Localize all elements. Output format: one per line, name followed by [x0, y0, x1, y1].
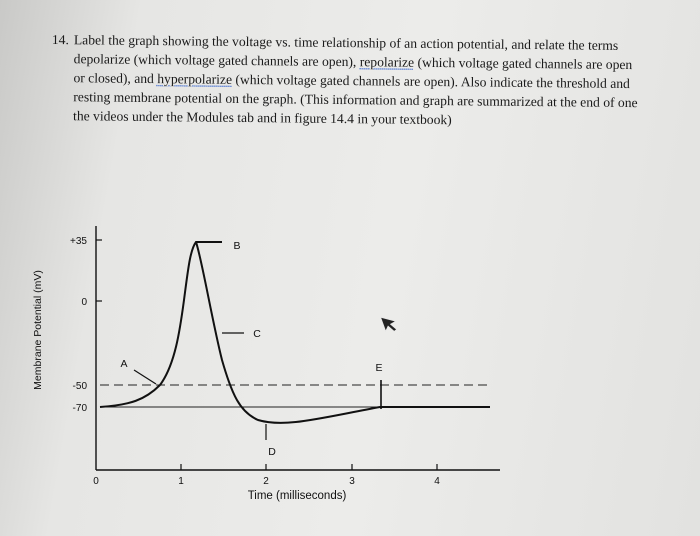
y-axis-title: Membrane Potential (mV)	[32, 270, 44, 390]
arrow-cursor-icon	[381, 313, 399, 334]
label-d: D	[268, 446, 276, 458]
y-tick-label-35: +35	[70, 236, 87, 247]
x-tick-label-4: 4	[434, 476, 440, 487]
question-segment-4: (which voltage gated channels are open). Also indicate the threshold and resting membrane potential on the graph. (This information and graph are summarized at the end of one the videos under the Modules tab and in figure 14.4 in your textbook)	[73, 71, 638, 128]
question-number: 14.	[51, 31, 69, 48]
action-potential-curve	[100, 242, 490, 423]
y-tick-label-0: 0	[81, 297, 87, 308]
question-term-hyperpolarize: hyperpolarize	[157, 71, 233, 87]
question-segment-2: (which voltage gated channels are open or closed), and	[73, 54, 633, 87]
label-c: C	[253, 328, 261, 340]
question-segment-0: Label the graph showing the voltage vs. time relationship of an action potential, and relate the terms depolarize (which voltage gated channels are open),	[73, 32, 619, 70]
label-b: B	[233, 240, 241, 252]
y-tick-label-minus-50: -50	[72, 381, 87, 392]
label-e: E	[375, 362, 383, 374]
x-axis-title: Time (milliseconds)	[247, 490, 347, 502]
question-term-repolarize: repolarize	[359, 54, 415, 70]
x-tick-label-3: 3	[349, 476, 355, 487]
x-tick-label-0: 0	[93, 476, 99, 487]
label-a: A	[120, 358, 128, 370]
label-a-leader	[134, 370, 156, 384]
x-tick-label-1: 1	[178, 476, 184, 487]
y-tick-label-minus-70: -70	[72, 403, 87, 414]
x-tick-label-2: 2	[263, 476, 269, 487]
